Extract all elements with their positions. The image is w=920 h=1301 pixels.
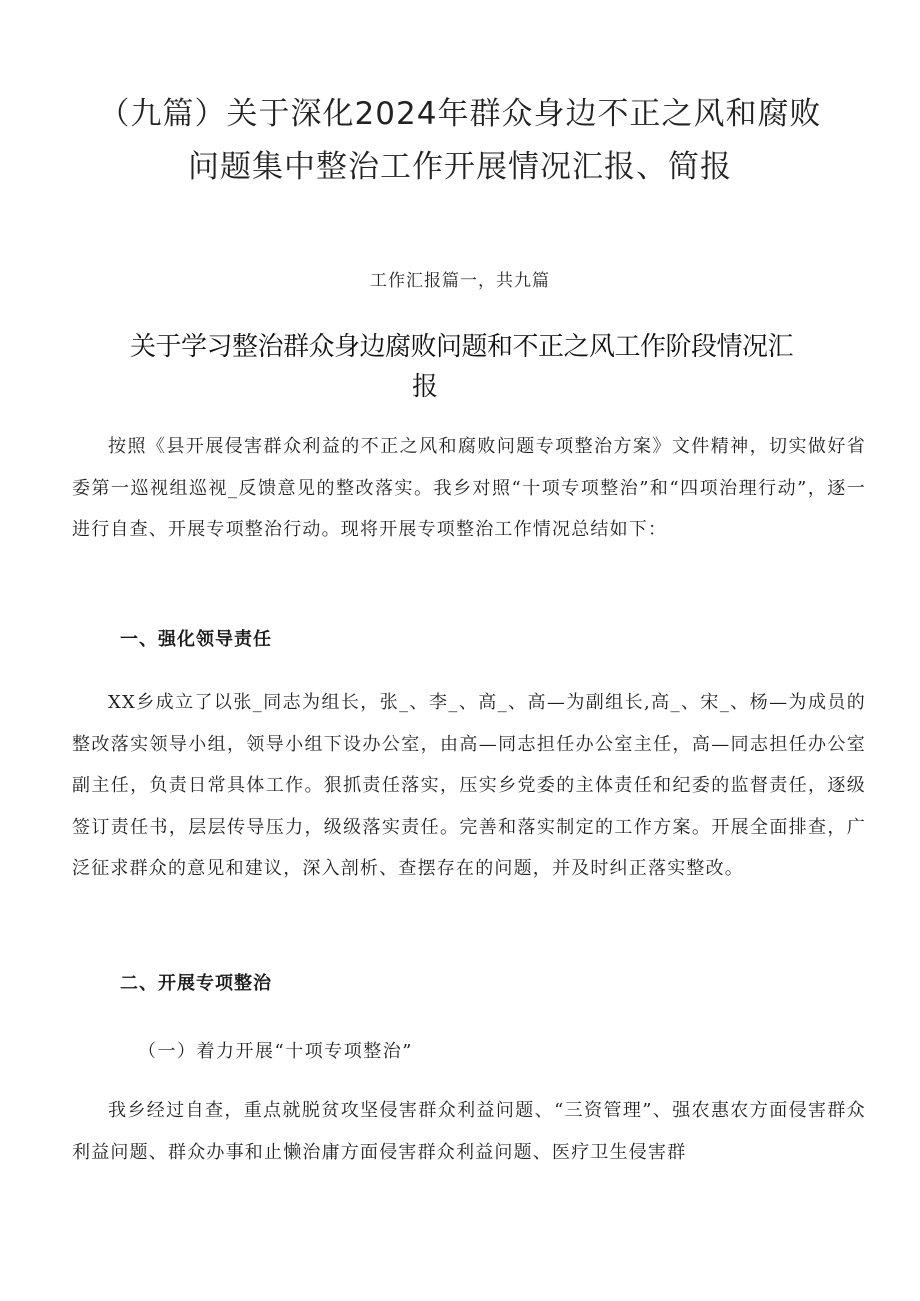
document-title-line-2: 问题集中整治工作开展情况汇报、简报: [188, 149, 732, 185]
section-heading-1: 一、强化领导责任: [120, 629, 272, 650]
subsection-heading-1: （一）着力开展“十项专项整治”: [138, 1041, 413, 1062]
intro-paragraph: 按照《县开展侵害群众利益的不正之风和腐败问题专项整治方案》文件精神，切实做好省委第一巡视组巡视_反馈意见的整改落实。我乡对照“十项专项整治”和“四项治理行动”，逐一进行自查、开展专项整治行动。现将开展专项整治工作情况总结如下：: [72, 436, 866, 540]
section-1-paragraph: XX乡成立了以张_同志为组长，张_、李_、高_、高—为副组长,高_、宋_、杨—为成员的整改落实领导小组，领导小组下设办公室，由高—同志担任办公室主任，高—同志担任办公室副主任，负责日常具体工作。狠抓责任落实，压实乡党委的主体责任和纪委的监督责任，逐级签订责任书，层层传导压力，级级落实责任。完善和落实制定的工作方案。开展全面排查，广泛征求群众的意见和建议，深入剖析、查摆存在的问题，并及时纠正落实整改。: [72, 692, 866, 879]
report-title-line-2: 报: [412, 372, 438, 402]
report-title-line-1: 关于学习整治群众身边腐败问题和不正之风工作阶段情况汇: [130, 332, 794, 362]
document-title: [60, 88, 860, 194]
series-label: 工作汇报篇一，共九篇: [370, 271, 550, 291]
report-title: [120, 327, 860, 407]
document-title-line-1: （九篇）关于深化2024年群众身边不正之风和腐败: [98, 96, 822, 132]
subsection-1-paragraph: 我乡经过自查，重点就脱贫攻坚侵害群众利益问题、“三资管理”、强农惠农方面侵害群众利益问题、群众办事和止懒治庸方面侵害群众利益问题、医疗卫生侵害群: [72, 1100, 866, 1163]
section-heading-2: 二、开展专项整治: [120, 973, 272, 994]
